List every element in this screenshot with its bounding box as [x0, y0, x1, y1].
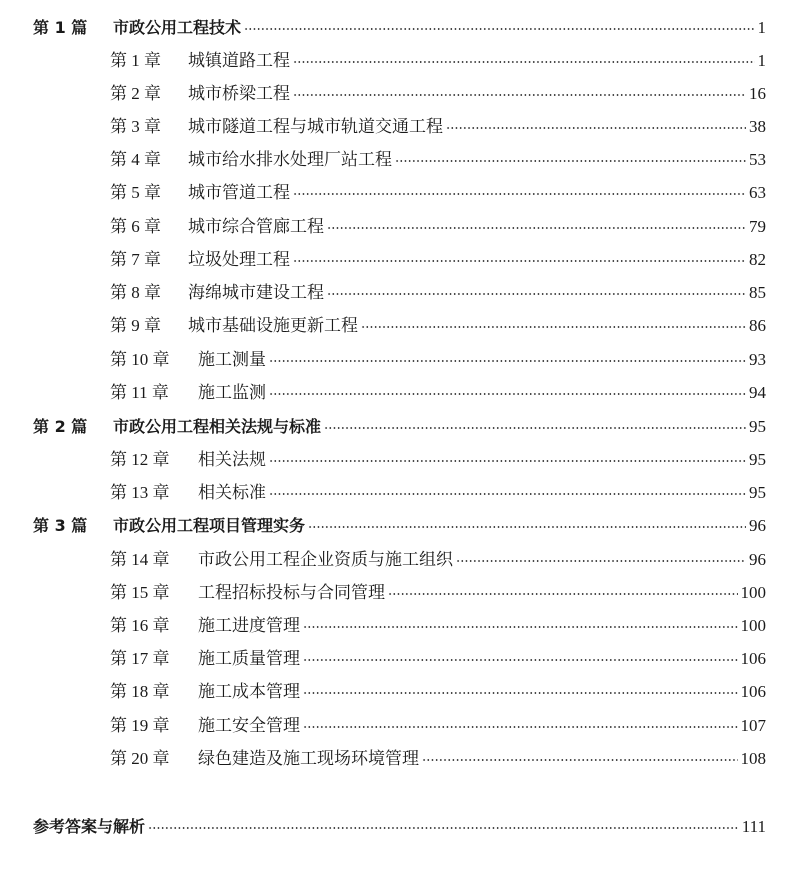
dot-leader	[293, 94, 746, 96]
page-number: 111	[741, 817, 766, 836]
toc-chapter-20[interactable]	[110, 744, 766, 774]
toc-chapter-12[interactable]	[110, 445, 766, 475]
toc-chapter-1[interactable]	[110, 46, 766, 76]
page-number: 1	[757, 18, 766, 37]
toc-chapter-16[interactable]	[110, 611, 766, 641]
chapter-title: 城市隧道工程与城市轨道交通工程	[188, 117, 443, 136]
part-number: 第 3 篇	[33, 516, 88, 535]
toc-chapter-2[interactable]	[110, 79, 766, 109]
toc-chapter-9[interactable]	[110, 311, 766, 341]
chapter-title: 工程招标投标与合同管理	[198, 583, 385, 602]
toc-chapter-18[interactable]	[110, 677, 766, 707]
dot-leader	[244, 28, 754, 30]
part-title: 市政公用工程项目管理实务	[113, 516, 306, 535]
dot-leader	[293, 61, 755, 63]
chapter-number: 第 5 章	[110, 183, 161, 202]
dot-leader	[293, 193, 746, 195]
dot-leader	[269, 360, 746, 362]
page-number: 82	[749, 250, 766, 269]
page-number: 94	[749, 383, 766, 402]
page-number: 96	[749, 516, 766, 535]
dot-leader	[422, 759, 738, 761]
dot-leader	[388, 593, 738, 595]
chapter-number: 第 2 章	[110, 84, 161, 103]
dot-leader	[269, 493, 746, 495]
chapter-number: 第 3 章	[110, 117, 161, 136]
toc-chapter-3[interactable]	[110, 112, 766, 142]
toc-part-2[interactable]	[33, 412, 766, 442]
page-number: 63	[749, 183, 766, 202]
chapter-title: 城市给水排水处理厂站工程	[188, 150, 392, 169]
chapter-number: 第 7 章	[110, 250, 161, 269]
chapter-title: 城市管道工程	[188, 183, 290, 202]
chapter-number: 第 20 章	[110, 749, 170, 768]
chapter-number: 第 17 章	[110, 649, 170, 668]
chapter-title: 垃圾处理工程	[188, 250, 290, 269]
dot-leader	[456, 560, 746, 562]
chapter-number: 第 14 章	[110, 550, 170, 569]
chapter-title: 城市综合管廊工程	[188, 217, 324, 236]
chapter-title: 施工成本管理	[198, 682, 300, 701]
dot-leader	[327, 293, 746, 295]
page-number: 106	[740, 649, 766, 668]
toc-chapter-5[interactable]	[110, 178, 766, 208]
dot-leader	[303, 626, 738, 628]
page-number: 100	[740, 616, 766, 635]
chapter-title: 施工进度管理	[198, 616, 300, 635]
toc-chapter-8[interactable]	[110, 278, 766, 308]
chapter-number: 第 18 章	[110, 682, 170, 701]
toc-part-3[interactable]	[33, 511, 766, 541]
toc-chapter-10[interactable]	[110, 345, 766, 375]
chapter-number: 第 9 章	[110, 316, 161, 335]
chapter-title: 城市桥梁工程	[188, 84, 290, 103]
chapter-title: 绿色建造及施工现场环境管理	[198, 749, 419, 768]
dot-leader	[148, 827, 739, 829]
chapter-title: 相关法规	[198, 450, 266, 469]
dot-leader	[361, 326, 746, 328]
toc-answers[interactable]	[33, 812, 766, 842]
page-number: 1	[757, 51, 766, 70]
toc-chapter-11[interactable]	[110, 378, 766, 408]
toc-part-1[interactable]	[33, 13, 766, 43]
page-number: 107	[740, 716, 766, 735]
toc-chapter-6[interactable]	[110, 212, 766, 242]
page-number: 96	[749, 550, 766, 569]
part-number: 第 1 篇	[33, 18, 88, 37]
dot-leader	[308, 526, 746, 528]
page-number: 95	[749, 450, 766, 469]
chapter-number: 第 8 章	[110, 283, 161, 302]
chapter-number: 第 6 章	[110, 217, 161, 236]
chapter-number: 第 16 章	[110, 616, 170, 635]
dot-leader	[303, 692, 738, 694]
page-number: 53	[749, 150, 766, 169]
toc-chapter-14[interactable]	[110, 545, 766, 575]
page-number: 86	[749, 316, 766, 335]
chapter-title: 施工质量管理	[198, 649, 300, 668]
part-title: 市政公用工程技术	[113, 18, 242, 37]
dot-leader	[303, 659, 738, 661]
chapter-title: 城镇道路工程	[188, 51, 290, 70]
page-number: 38	[749, 117, 766, 136]
answers-title: 参考答案与解析	[33, 817, 146, 836]
part-title: 市政公用工程相关法规与标准	[113, 417, 322, 436]
chapter-number: 第 10 章	[110, 350, 170, 369]
chapter-number: 第 15 章	[110, 583, 170, 602]
toc-chapter-17[interactable]	[110, 644, 766, 674]
dot-leader	[446, 127, 746, 129]
chapter-number: 第 11 章	[110, 383, 169, 402]
chapter-number: 第 12 章	[110, 450, 170, 469]
chapter-number: 第 13 章	[110, 483, 170, 502]
page-number: 106	[740, 682, 766, 701]
page-number: 95	[749, 417, 766, 436]
toc-chapter-7[interactable]	[110, 245, 766, 275]
page-number: 85	[749, 283, 766, 302]
dot-leader	[303, 726, 738, 728]
chapter-number: 第 1 章	[110, 51, 161, 70]
dot-leader	[324, 427, 746, 429]
chapter-title: 相关标准	[198, 483, 266, 502]
toc-chapter-4[interactable]	[110, 145, 766, 175]
chapter-title: 施工测量	[198, 350, 266, 369]
page-number: 93	[749, 350, 766, 369]
page-number: 100	[740, 583, 766, 602]
chapter-title: 海绵城市建设工程	[188, 283, 324, 302]
dot-leader	[269, 393, 746, 395]
chapter-number: 第 4 章	[110, 150, 161, 169]
toc-chapter-15[interactable]	[110, 578, 766, 608]
chapter-title: 市政公用工程企业资质与施工组织	[198, 550, 453, 569]
chapter-number: 第 19 章	[110, 716, 170, 735]
dot-leader	[269, 460, 746, 462]
dot-leader	[327, 227, 746, 229]
chapter-title: 施工安全管理	[198, 716, 300, 735]
dot-leader	[395, 160, 746, 162]
page-number: 16	[749, 84, 766, 103]
toc-chapter-19[interactable]	[110, 711, 766, 741]
part-number: 第 2 篇	[33, 417, 88, 436]
dot-leader	[293, 260, 746, 262]
page-number: 79	[749, 217, 766, 236]
toc-chapter-13[interactable]	[110, 478, 766, 508]
chapter-title: 城市基础设施更新工程	[188, 316, 358, 335]
page-number: 108	[740, 749, 766, 768]
chapter-title: 施工监测	[198, 383, 266, 402]
page-number: 95	[749, 483, 766, 502]
